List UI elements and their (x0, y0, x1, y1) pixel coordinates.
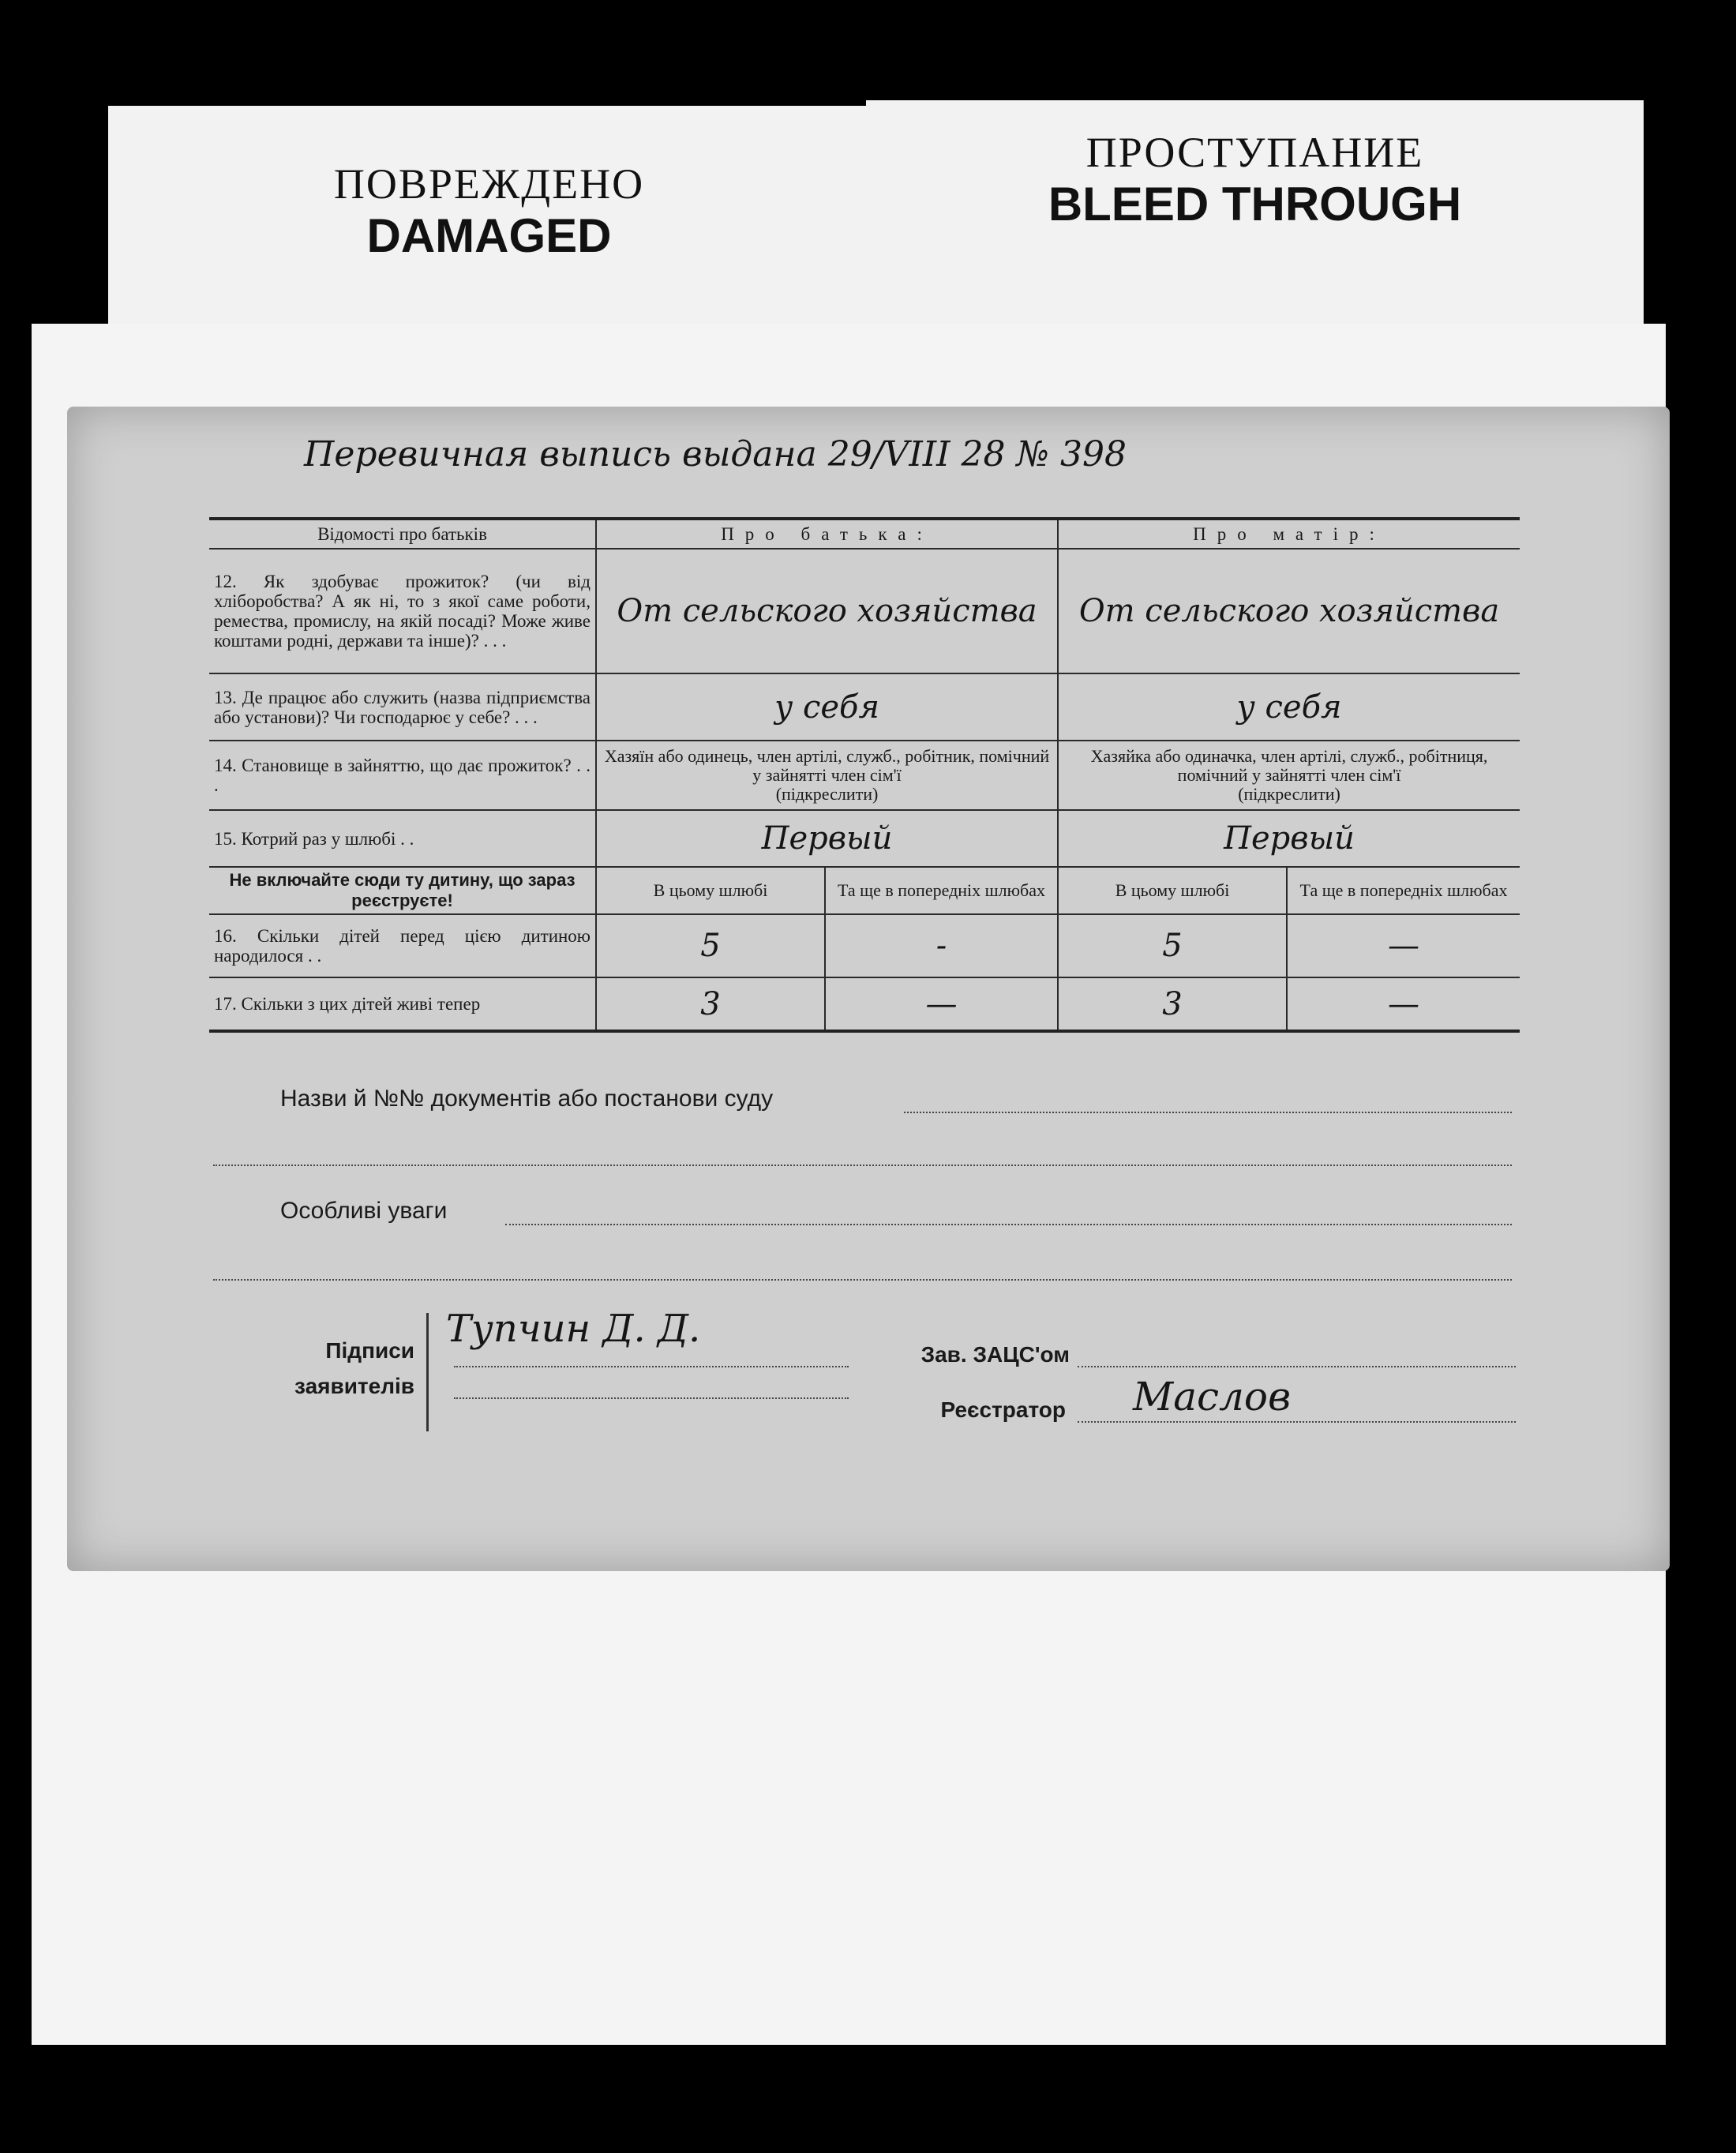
applicant-signature-line-2 (454, 1397, 849, 1399)
damaged-label-en: DAMAGED (366, 209, 612, 262)
registrar-label: Реєстратор (940, 1397, 1066, 1422)
q17-father-previous: — (825, 977, 1058, 1031)
father-status-note: (підкреслити) (775, 784, 879, 804)
father-this-marriage-header: В цьому шлюбі (596, 867, 825, 914)
q16-mother-this: 5 (1058, 914, 1287, 977)
header-handwritten-note: Перевичная выпись выдана 29/VIII 28 № 398 (304, 434, 1127, 474)
signatures-label-1: Підписи (325, 1338, 414, 1363)
mother-status-options: Хазяйка або одиначка, член артілі, служб., робітниця, помічний у зайнятті член сім'ї (1090, 746, 1488, 785)
father-marriage-count: Первый (596, 810, 1058, 867)
parents-info-table (209, 517, 1520, 1033)
notes-dotted-line (505, 1224, 1512, 1225)
bleed-through-label-card (866, 100, 1644, 329)
question-16: 16. Скільки дітей перед цією дитиною народилося . . (209, 914, 596, 977)
question-12: 12. Як здобуває прожиток? (чи від хліборобства? А як ні, то з якої саме роботи, ремества, промислу, на якій посаді? Може живе коштами родні, держави та інше)? . . . (209, 549, 596, 673)
question-14: 14. Становище в зайняттю, що дає прожиток? . . . (209, 741, 596, 810)
head-signature-line (1078, 1366, 1516, 1367)
bleed-label-ru: ПРОСТУПАНИЕ (1085, 129, 1424, 176)
documents-dotted-line (904, 1112, 1512, 1113)
documents-dotted-line-2 (213, 1165, 1512, 1166)
mother-column-header: Про матір: (1058, 519, 1520, 549)
applicant-signature-line-1 (454, 1366, 849, 1367)
father-column-header: Про батька: (596, 519, 1058, 549)
applicant-signature: Тупчин Д. Д. (446, 1307, 701, 1351)
registrar-signature-line (1078, 1421, 1516, 1423)
q17-mother-this: 3 (1058, 977, 1287, 1031)
mother-occupation: От сельского хозяйства (1058, 549, 1520, 673)
question-15: 15. Котрий раз у шлюбі . . (209, 810, 596, 867)
father-employment-status (596, 741, 1058, 810)
question-13: 13. Де працює або служить (назва підприємства або установи)? Чи господарює у себе? . . . (209, 673, 596, 741)
mother-previous-marriages-header: Та ще в попередніх шлюбах (1287, 867, 1520, 914)
mother-employment-status (1058, 741, 1520, 810)
q17-father-this: 3 (596, 977, 825, 1031)
father-workplace: у себя (596, 673, 1058, 741)
head-zags-label: Зав. ЗАЦС'ом (920, 1342, 1070, 1367)
registrar-signature: Маслов (1133, 1374, 1292, 1420)
father-occupation: От сельского хозяйства (596, 549, 1058, 673)
mother-this-marriage-header: В цьому шлюбі (1058, 867, 1287, 914)
children-exclusion-note: Не включайте сюди ту дитину, що зараз реєструєте! (209, 867, 596, 914)
mother-marriage-count: Первый (1058, 810, 1520, 867)
father-status-options: Хазяїн або одинець, член артілі, служб., робітник, помічний у зайнятті член сім'ї (604, 746, 1050, 785)
q16-father-this: 5 (596, 914, 825, 977)
signatures-label-2: заявителів (294, 1374, 414, 1398)
q16-mother-previous: — (1287, 914, 1520, 977)
q16-father-previous: - (825, 914, 1058, 977)
registration-form-card (67, 407, 1670, 1571)
mother-workplace: у себя (1058, 673, 1520, 741)
q17-mother-previous: — (1287, 977, 1520, 1031)
notes-dotted-line-2 (213, 1279, 1512, 1281)
notes-label: Особливі уваги (280, 1198, 448, 1224)
question-17: 17. Скільки з цих дітей живі тепер (209, 977, 596, 1031)
signature-brace (426, 1313, 429, 1431)
col-label-header: Відомості про батьків (209, 519, 596, 549)
mother-status-note: (підкреслити) (1238, 784, 1340, 804)
documents-label: Назви й №№ документів або постанови суду (280, 1086, 774, 1112)
damaged-label-ru: ПОВРЕЖДЕНО (333, 160, 645, 208)
damaged-label-card (108, 106, 870, 335)
father-previous-marriages-header: Та ще в попередніх шлюбах (825, 867, 1058, 914)
bleed-label-en: BLEED THROUGH (1048, 178, 1462, 231)
